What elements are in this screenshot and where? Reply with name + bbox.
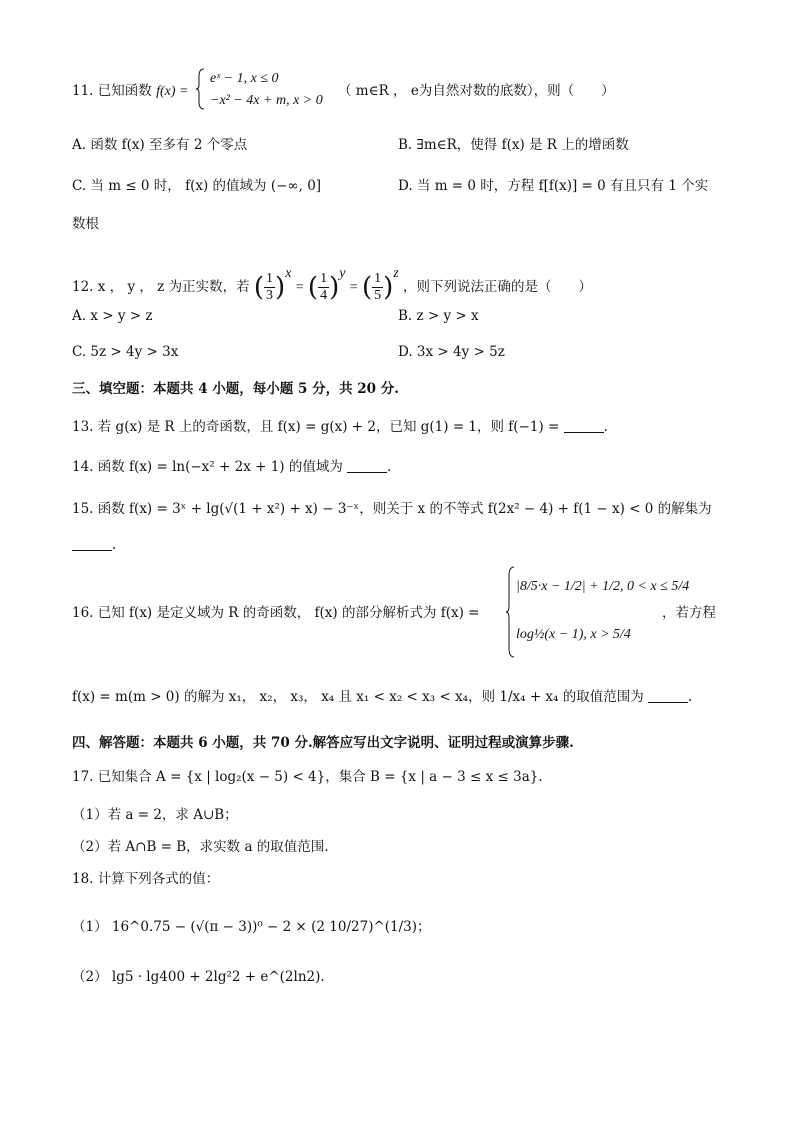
q15 <box>72 500 712 518</box>
q17-part1: （1）若 a = 2，求 A∪B； <box>72 807 238 823</box>
q11-option-a: A. 函数 f(x) 至多有 2 个零点 <box>72 137 248 153</box>
q16-brace <box>506 566 516 658</box>
q11-piece2: −x² − 4x + m, x > 0 <box>210 93 323 108</box>
q12-exp2: y <box>339 266 346 281</box>
q12-base2-den: 4 <box>320 288 328 303</box>
q12-stem-b: ，则下列说法正确的是（ ） <box>403 279 592 295</box>
q16-stem-b: ，若方程 <box>662 605 716 621</box>
section-4-heading: 四、解答题：本题共 6 小题，共 70 分.解答应写出文字说明、证明过程或演算步骤. <box>72 735 574 751</box>
q11-option-b: B. ∃m∈R，使得 f(x) 是 R 上的增函数 <box>398 137 629 153</box>
q15-blank-line: . <box>72 536 116 554</box>
q14-answer-blank <box>347 460 387 473</box>
q12-base3-num: 1 <box>374 271 382 286</box>
q11-option-c: C. 当 m ≤ 0 时， f(x) 的值域为 (−∞, 0] <box>72 178 322 194</box>
q12-base1-den: 3 <box>266 288 274 303</box>
q11-cond: （ m∈R ， e为自然对数的底数），则（ ） <box>338 83 615 99</box>
q15-text: 15. 函数 f(x) = 3ˣ + lg(√(1 + x²) + x) − 3⁻ˣ，则关于 x 的不等式 f(2x² − 4) + f(1 − x) < 0 的解集为 <box>72 501 712 517</box>
q13-answer-blank <box>564 420 604 433</box>
q11-piece1: eˣ − 1, x ≤ 0 <box>210 71 279 86</box>
q11-option-d-cont: 数根 <box>72 216 99 232</box>
q12-stem-a: 12. x ， y ， z 为正实数，若 <box>72 279 250 295</box>
q16-answer-blank <box>648 690 688 703</box>
q13-text: 13. 若 g(x) 是 R 上的奇函数，且 f(x) = g(x) + 2，已知 g(1) = 1，则 f(−1) = <box>72 419 560 435</box>
q11-option-d: D. 当 m = 0 时，方程 f[f(x)] = 0 有且只有 1 个实 <box>398 178 709 194</box>
q12-exp1: x <box>285 266 292 281</box>
q17-part2: （2）若 A∩B = B，求实数 a 的取值范围. <box>72 839 329 855</box>
q11-brace <box>196 68 206 110</box>
q18-part2: （2） lg5 · lg400 + 2lg²2 + e^(2ln2). <box>72 969 325 985</box>
q13: 13. 若 g(x) 是 R 上的奇函数，且 f(x) = g(x) + 2，已知 g(1) = 1，则 f(−1) = . <box>72 419 608 435</box>
q12-option-c: C. 5z > 4y > 3x <box>72 344 179 360</box>
q12-base2-num: 1 <box>320 271 328 286</box>
q14: 14. 函数 f(x) = ln(−x² + 2x + 1) 的值域为 . <box>72 459 392 475</box>
q11-fx: f(x) = <box>156 84 189 99</box>
q12-base3-den: 5 <box>374 288 382 303</box>
q12-stem: 12. x ， y ， z 为正实数，若 ( $\frac{1}{3}$ )$^x$ = ( $\frac{1}{4}$ )$^y$ = ( $\frac{1}{5}$ )$^z$ ，则下列说法正确的是（ ） <box>72 266 592 303</box>
q16-line2: f(x) = m(m > 0) 的解为 x₁， x₂， x₃， x₄ 且 x₁ < x₂ < x₃ < x₄，则 1/x₄ + x₄ 的取值范围为 . <box>72 689 693 705</box>
q12-base1-num: 1 <box>266 271 274 286</box>
q16-piece1: |8/5·x − 1/2| + 1/2, 0 < x ≤ 5/4 <box>516 579 690 594</box>
q18-stem: 18. 计算下列各式的值： <box>72 871 220 887</box>
q16-line2-text: f(x) = m(m > 0) 的解为 x₁， x₂， x₃， x₄ 且 x₁ < x₂ < x₃ < x₄，则 1/x₄ + x₄ 的取值范围为 <box>72 689 644 705</box>
q16-piece2: log½(x − 1), x > 5/4 <box>516 627 631 642</box>
q12-option-d: D. 3x > 4y > 5z <box>398 344 505 360</box>
q18-part1: （1） 16^0.75 − (√(π − 3))⁰ − 2 × (2 10/27)^(1/3)； <box>72 919 431 935</box>
q12-option-a: A. x > y > z <box>72 308 153 324</box>
q12-exp3: z <box>393 266 399 281</box>
q15-answer-blank <box>72 538 112 551</box>
q11-prefix: 11. 已知函数 <box>72 83 152 99</box>
q11-stem <box>72 82 188 101</box>
q17-stem: 17. 已知集合 A = {x | log₂(x − 5) < 4}，集合 B = {x | a − 3 ≤ x ≤ 3a}. <box>72 769 543 785</box>
q14-text: 14. 函数 f(x) = ln(−x² + 2x + 1) 的值域为 <box>72 459 343 475</box>
q12-option-b: B. z > y > x <box>398 308 479 324</box>
section-3-heading: 三、填空题：本题共 4 小题，每小题 5 分，共 20 分. <box>72 381 399 397</box>
q16-stem-a: 16. 已知 f(x) 是定义域为 R 的奇函数， f(x) 的部分解析式为 f(x) = <box>72 605 480 621</box>
